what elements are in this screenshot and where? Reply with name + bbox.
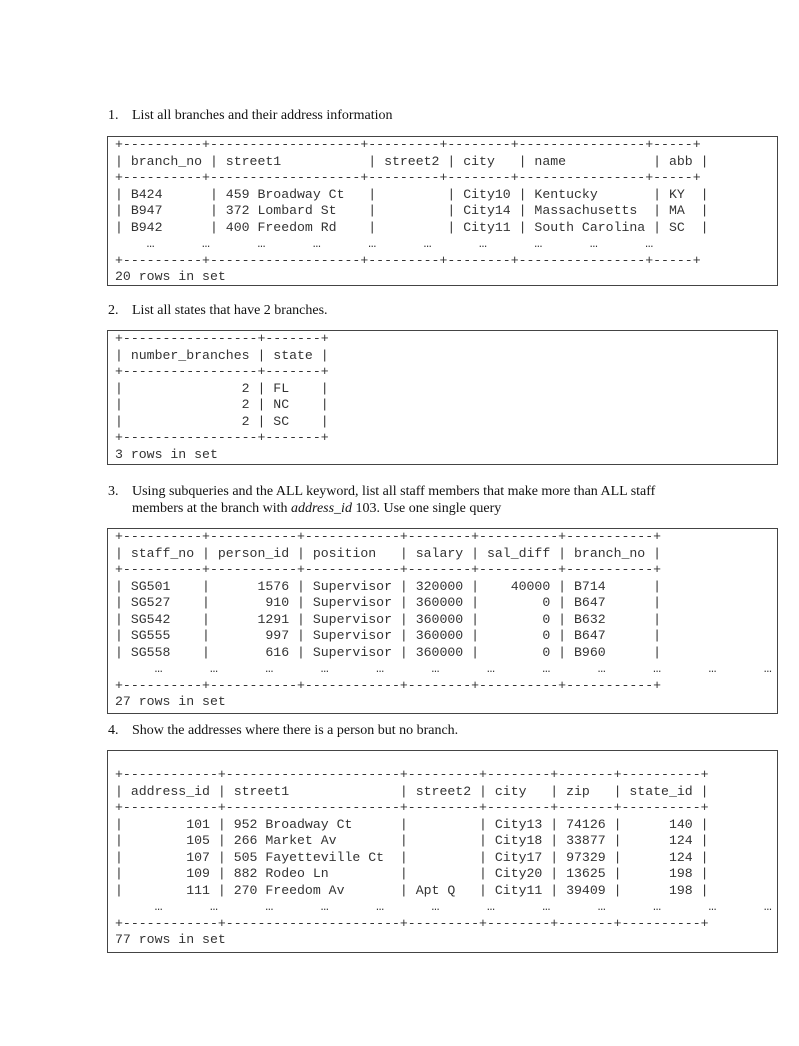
q1-table-line: +----------+-------------------+---------+--------+----------------+-----+ <box>115 137 701 152</box>
question-3-text-line1: Using subqueries and the ALL keyword, list all staff members that make more than ALL staff <box>132 484 656 499</box>
q3-table-line: | SG558 | 616 | Supervisor | 360000 | 0 | B960 | <box>115 644 662 660</box>
q3-table-line: … … … … … … … … … … … … <box>115 661 772 676</box>
q4-table-line: | 107 | 505 Fayetteville Ct | | City17 | 97329 | 124 | <box>115 849 709 865</box>
q1-table-line: +----------+-------------------+---------+--------+----------------+-----+ <box>115 170 701 185</box>
question-3-text-line2a: members at the branch with <box>132 501 292 516</box>
question-4-number: 4. <box>108 723 119 738</box>
q2-table-line: +-----------------+-------+ <box>115 430 329 445</box>
question-3-italic-term: address_id <box>291 501 352 516</box>
q3-table-line: | SG527 | 910 | Supervisor | 360000 | 0 | B647 | <box>115 595 662 610</box>
question-1-number: 1. <box>108 108 119 123</box>
query-1-result-box <box>107 136 778 286</box>
question-4-text: Show the addresses where there is a person but no branch. <box>132 723 459 738</box>
q3-table-line: | SG542 | 1291 | Supervisor | 360000 | 0 | B632 | <box>115 611 662 627</box>
q3-table-line: +----------+-----------+------------+--------+----------+-----------+ <box>115 562 662 577</box>
q2-table-line: | 2 | NC | <box>115 397 329 412</box>
question-3-text-line2b: 103. Use one single query <box>351 501 502 516</box>
q1-table-line: | B947 | 372 Lombard St | | City14 | Massachusetts | MA | <box>115 203 709 218</box>
query-4-result-table <box>115 767 772 949</box>
q2-table-line: +-----------------+-------+ <box>115 364 329 379</box>
q3-table-line: | SG555 | 997 | Supervisor | 360000 | 0 | B647 | <box>115 628 662 643</box>
query-2-result-table <box>115 331 329 463</box>
q4-table-line: | 111 | 270 Freedom Av | Apt Q | City11 | 39409 | 198 | <box>115 882 709 898</box>
q1-table-line: | B424 | 459 Broadway Ct | | City10 | Kentucky | KY | <box>115 186 709 202</box>
query-1-result-table <box>115 137 709 286</box>
query-4-result-box <box>107 750 778 953</box>
q1-table-line: 20 rows in set <box>115 269 226 284</box>
q3-table-line: +----------+-----------+------------+--------+----------+-----------+ <box>115 677 662 693</box>
q4-table-line: | 101 | 952 Broadway Ct | | City13 | 74126 | 140 | <box>115 816 709 832</box>
question-3-number: 3. <box>108 484 119 499</box>
q3-table-line: | staff_no | person_id | position | salary | sal_diff | branch_no | <box>115 545 662 561</box>
q2-table-line: +-----------------+-------+ <box>115 331 329 346</box>
q1-table-line: | branch_no | street1 | street2 | city | name | abb | <box>115 153 709 169</box>
q3-table-line: | SG501 | 1576 | Supervisor | 320000 | 40000 | B714 | <box>115 578 662 594</box>
q1-table-line: | B942 | 400 Freedom Rd | | City11 | South Carolina | SC | <box>115 219 709 235</box>
q2-table-line: | 2 | SC | <box>115 413 329 429</box>
q4-table-line: +------------+----------------------+---------+--------+-------+----------+ <box>115 767 709 782</box>
q2-table-line: | number_branches | state | <box>115 347 329 363</box>
q2-table-line: 3 rows in set <box>115 446 218 462</box>
q4-table-line: | address_id | street1 | street2 | city | zip | state_id | <box>115 783 709 799</box>
query-3-result-box <box>107 528 778 714</box>
q4-table-line: +------------+----------------------+---------+--------+-------+----------+ <box>115 800 709 815</box>
q4-table-line: | 109 | 882 Rodeo Ln | | City20 | 13625 | 198 | <box>115 866 709 881</box>
q4-table-line: … … … … … … … … … … … … <box>115 899 772 914</box>
query-3-result-table <box>115 529 772 711</box>
q4-table-line: +------------+----------------------+---------+--------+-------+----------+ <box>115 915 709 931</box>
question-3 <box>108 483 708 519</box>
question-1-text: List all branches and their address information <box>132 108 393 123</box>
q1-table-line: … … … … … … … … … … <box>115 236 654 251</box>
question-2-text: List all states that have 2 branches. <box>132 303 328 318</box>
q4-table-line: | 105 | 266 Market Av | | City18 | 33877 | 124 | <box>115 833 709 848</box>
query-2-result-box <box>107 330 778 465</box>
question-2-number: 2. <box>108 303 119 318</box>
q1-table-line: +----------+-------------------+---------+--------+----------------+-----+ <box>115 252 701 268</box>
q3-table-line: +----------+-----------+------------+--------+----------+-----------+ <box>115 529 662 544</box>
question-3-text <box>132 483 708 517</box>
q4-table-line: 77 rows in set <box>115 932 226 947</box>
q2-table-line: | 2 | FL | <box>115 380 329 396</box>
q3-table-line: 27 rows in set <box>115 694 226 709</box>
